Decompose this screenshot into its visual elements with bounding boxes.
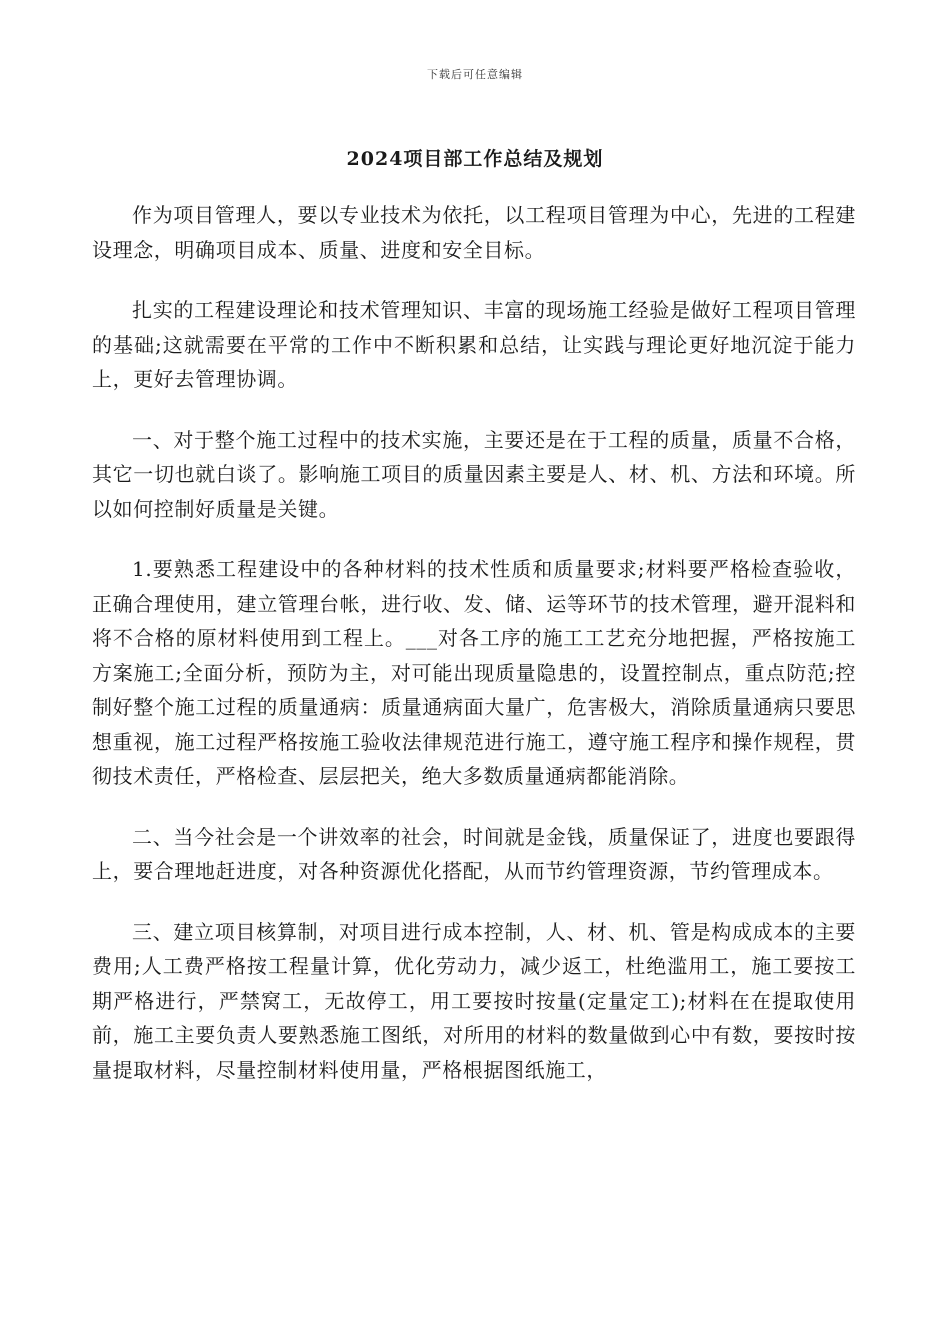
page-header-note: 下载后可任意编辑 [427,68,523,81]
document-body [92,198,856,1113]
paragraph-item-one: 1.要熟悉工程建设中的各种材料的技术性质和质量要求;材料要严格检查验收，正确合理使用，建立管理台帐，进行收、发、储、运等环节的技术管理，避开混料和将不合格的原材料使用到工程上。___对各工序的施工工艺充分地把握，严格按施工方案施工;全面分析，预防为主，对可能出现质量隐患的，设置控制点，重点防范;控制好整个施工过程的质量通病：质量通病面大量广，危害极大，消除质量通病只要思想重视，施工过程严格按施工验收法律规范进行施工，遵守施工程序和操作规程，贯彻技术责任，严格检查、层层把关，绝大多数质量通病都能消除。 [92,557,856,788]
paragraph-section-two: 二、当今社会是一个讲效率的社会，时间就是金钱，质量保证了，进度也要跟得上，要合理地赶进度，对各种资源优化搭配，从而节约管理资源，节约管理成本。 [92,824,856,883]
paragraph-section-one: 一、对于整个施工过程中的技术实施，主要还是在于工程的质量，质量不合格，其它一切也就白谈了。影响施工项目的质量因素主要是人、材、机、方法和环境。所以如何控制好质量是关键。 [92,427,856,521]
document-title: 2024项目部工作总结及规划 [346,148,604,170]
paragraph-intro: 作为项目管理人，要以专业技术为依托，以工程项目管理为中心，先进的工程建设理念，明确项目成本、质量、进度和安全目标。 [92,203,856,262]
paragraph-foundation: 扎实的工程建设理论和技术管理知识、丰富的现场施工经验是做好工程项目管理的基础;这就需要在平常的工作中不断积累和总结，让实践与理论更好地沉淀于能力上，更好去管理协调。 [92,298,856,391]
paragraph-section-three: 三、建立项目核算制，对项目进行成本控制，人、材、机、管是构成成本的主要费用;人工费严格按工程量计算，优化劳动力，减少返工，杜绝滥用工，施工要按工期严格进行，严禁窝工，无故停工，用工要按时按量(定量定工);材料在在提取使用前，施工主要负责人要熟悉施工图纸，对所用的材料的数量做到心中有数，要按时按量提取材料，尽量控制材料使用量，严格根据图纸施工， [92,919,856,1082]
